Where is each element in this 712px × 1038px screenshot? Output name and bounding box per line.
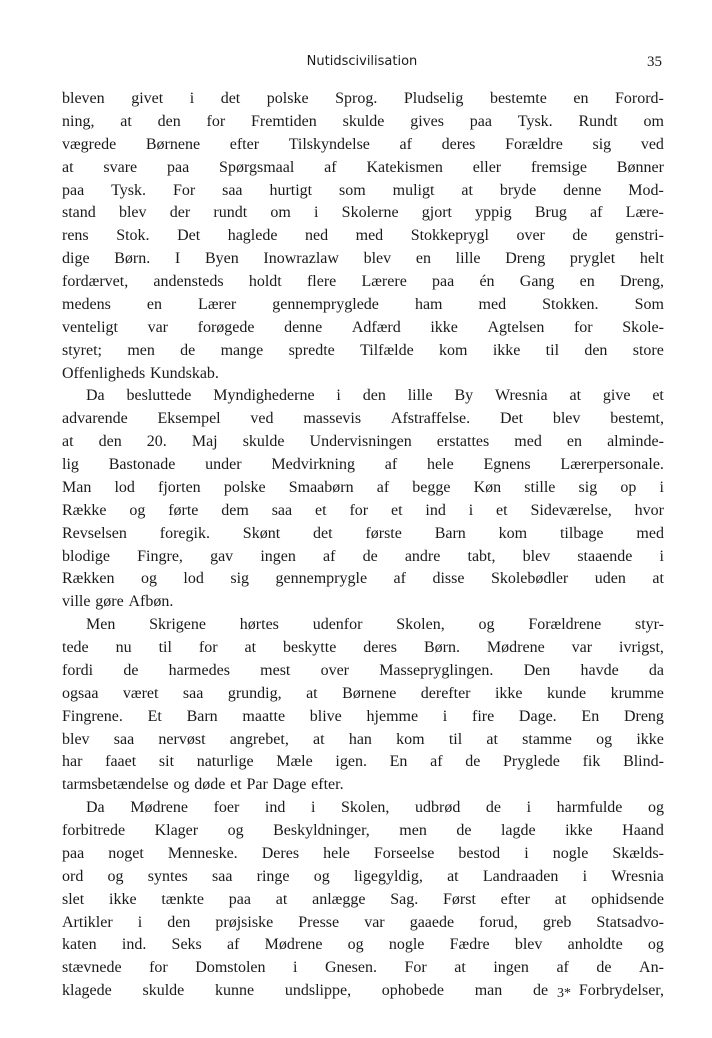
text-line: blodige Fingre, gav ingen af de andre tabt, blev staaende i [62,547,664,565]
text-line: Da Mødrene foer ind i Skolen, udbrød de i harmfulde og [86,799,664,817]
text-line: tede nu til for at beskytte deres Børn. Mødrene var ivrigst, [62,639,664,656]
text-line: ord og syntes saa ringe og ligegyldig, at Landraaden i Wresnia [62,867,664,885]
text-line: Man lod fjorten polske Smaabørn af begge Køn stille sig op i [62,478,664,496]
running-title: Nutidscivilisation [306,54,418,69]
text-line: lig Bastonade under Medvirkning af hele Egnens Lærerpersonale. [62,456,664,473]
text-line: Fingrene. Et Barn maatte blive hjemme i fire Dage. En Dreng [62,707,664,725]
text-line: katen ind. Seks af Mødrene og nogle Fædre blev anholdte og [62,936,664,954]
text-line: forbitrede Klager og Beskyldninger, men de lagde ikke Haand [62,822,664,839]
text-line: Revselsen foregik. Skønt det første Barn kom tilbage med [62,524,664,542]
text-line: bleven givet i det polske Sprog. Pludselig bestemte en Forord- [62,90,664,107]
text-line: fordi de harmedes mest over Massepryglingen. Den havde da [62,661,664,679]
running-head [62,52,662,72]
text-line: Række og førte dem saa et for et ind i et Sideværelse, hvor [62,501,664,519]
text-line: dige Børn. I Byen Inowrazlaw blev en lille Dreng pryglet helt [62,250,664,268]
text-line: ning, at den for Fremtiden skulde gives paa Tysk. Rundt om [62,112,664,130]
text-line: at den 20. Maj skulde Undervisningen erstattes med en alminde- [62,433,664,451]
text-line: ville gøre Afbøn. [62,593,174,611]
text-line: fordærvet, andensteds holdt flere Lærere paa én Gang en Dreng, [62,273,664,290]
text-line: medens en Lærer gennempryglede ham med Stokken. Som [62,295,664,313]
signature-mark: 3* [557,986,571,1001]
text-line: Rækken og lod sig gennemprygle af disse Skolebødler uden at [62,570,664,588]
text-line: Men Skrigene hørtes udenfor Skolen, og Forældrene styr- [86,616,664,634]
text-line: blev saa nervøst angrebet, at han kom til at stamme og ikke [62,730,664,748]
text-line: tarmsbetændelse og døde et Par Dage efter. [62,776,344,794]
text-line: at svare paa Spørgsmaal af Katekismen eller fremsige Bønner [62,158,664,176]
text-line: styret; men de mange spredte Tilfælde kom ikke til den store [62,341,664,359]
body-text [62,88,664,1003]
text-line: venteligt var forøgede denne Adfærd ikke Agtelsen for Skole- [62,318,664,336]
text-line: rens Stok. Det haglede ned med Stokkeprygl over de genstri- [62,227,664,245]
text-line: stand blev der rundt om i Skolerne gjort yppig Brug af Lære- [62,204,664,222]
text-line: advarende Eksempel ved massevis Afstraffelse. Det blev bestemt, [62,410,664,428]
text-line: ogsaa været saa grundig, at Børnene derefter ikke kunde krumme [62,684,664,702]
text-line: stævnede for Domstolen i Gnesen. For at ingen af de An- [62,959,664,977]
text-line: vægrede Børnene efter Tilskyndelse af deres Forældre sig ved [62,135,664,153]
text-line: Offenligheds Kundskab. [62,364,219,382]
text-line: slet ikke tænkte paa at anlægge Sag. Først efter at ophidsende [62,890,664,908]
text-line: har faaet sit naturlige Mæle igen. En af de Pryglede fik Blind- [62,753,664,771]
text-line: paa noget Menneske. Deres hele Forseelse bestod i nogle Skælds- [62,844,664,862]
text-line: paa Tysk. For saa hurtigt som muligt at bryde denne Mod- [62,181,664,199]
page-number: 35 [647,54,662,70]
text-line: Artikler i den prøjsiske Presse var gaaede forud, greb Statsadvo- [62,913,664,931]
text-line: klagede skulde kunne undslippe, ophobede man de Forbrydelser, [62,982,664,1000]
text-line: Da besluttede Myndighederne i den lille By Wresnia at give et [86,387,664,405]
